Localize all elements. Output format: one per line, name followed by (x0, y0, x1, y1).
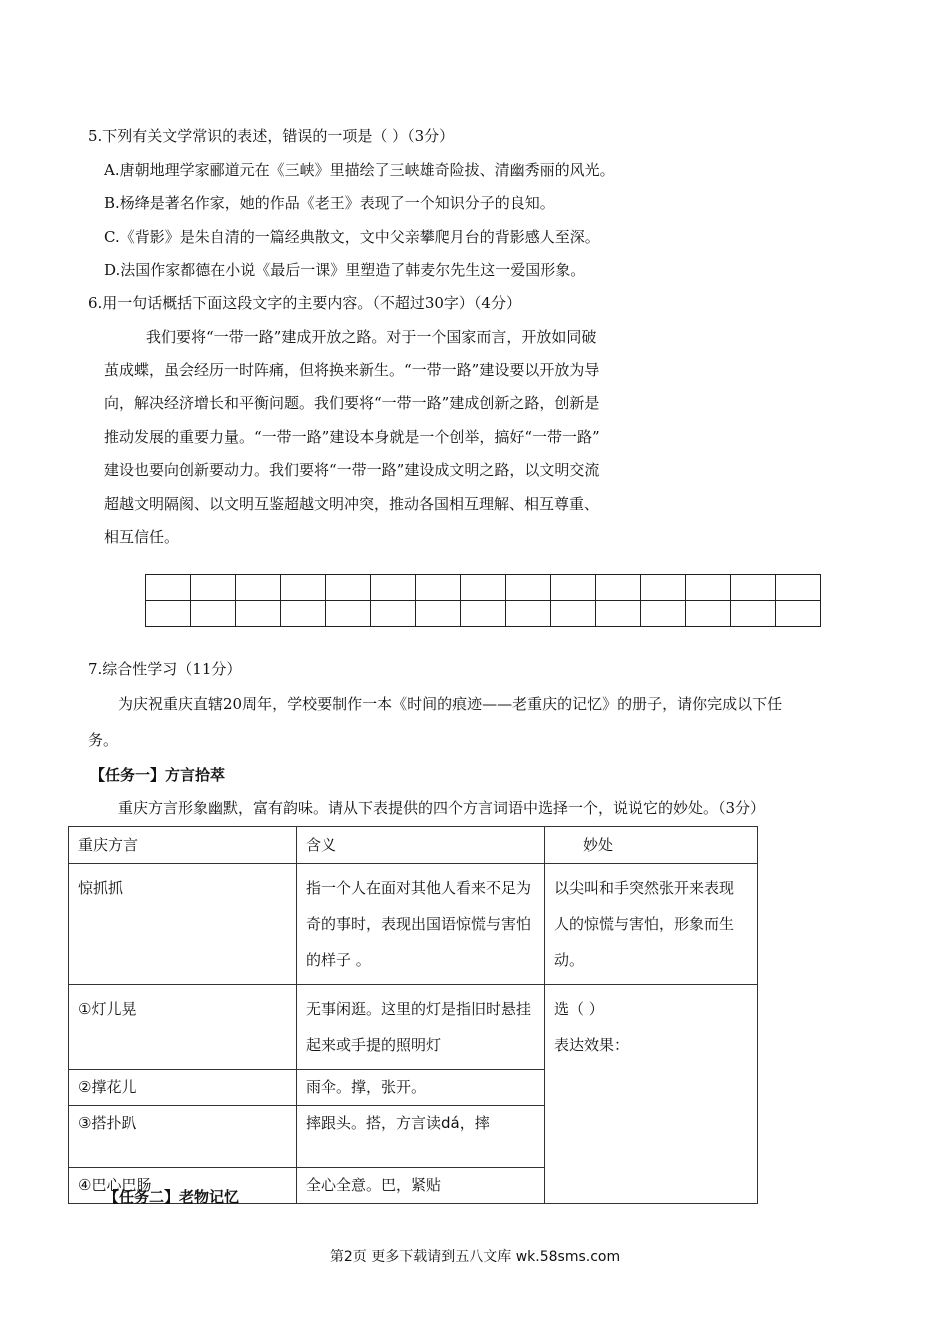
effect-label: 表达效果： (554, 1036, 630, 1054)
dialect-meaning: 摔跟头。搭，方言读dá，摔 (297, 1106, 545, 1168)
q5-stem: 5.下列有关文学常识的表述，错误的一项是（ ）（3分） (88, 127, 455, 145)
q5-option-b: B.杨绛是著名作家，她的作品《老王》表现了一个知识分子的良知。 (104, 194, 555, 212)
task2-title: 【任务二】老物记忆 (104, 1188, 240, 1206)
answer-grid-cell[interactable] (596, 575, 641, 601)
dialect-word: ③搭扑趴 (69, 1106, 297, 1168)
answer-grid-cell[interactable] (371, 575, 416, 601)
task1-title: 【任务一】方言拾萃 (90, 766, 226, 784)
passage-line: 超越文明隔阂、以文明互鉴超越文明冲突，推动各国相互理解、相互尊重、 (104, 495, 600, 513)
q7-intro-line1: 为庆祝重庆直辖20周年，学校要制作一本《时间的痕迹——老重庆的记忆》的册子，请你完成以下任 (118, 695, 783, 713)
dialect-table (68, 826, 758, 1204)
answer-grid-cell[interactable] (416, 601, 461, 627)
table-row (69, 985, 758, 1070)
answer-grid-cell[interactable] (686, 601, 731, 627)
answer-grid-cell[interactable] (731, 601, 776, 627)
q5-option-c: C.《背影》是朱自清的一篇经典散文，文中父亲攀爬月台的背影感人至深。 (104, 228, 600, 246)
answer-grid-cell[interactable] (191, 575, 236, 601)
table-header-row (69, 827, 758, 864)
answer-grid-cell[interactable] (281, 575, 326, 601)
header-effect: 妙处 (545, 827, 758, 864)
dialect-meaning: 全心全意。巴，紧贴 (297, 1168, 545, 1204)
answer-grid-cell[interactable] (416, 575, 461, 601)
choose-label: 选（ ） (554, 1000, 604, 1018)
header-meaning: 含义 (297, 827, 545, 864)
example-meaning: 指一个人在面对其他人看来不足为奇的事时，表现出国语惊慌与害怕的样子 。 (297, 864, 545, 985)
q5-option-d: D.法国作家都德在小说《最后一课》里塑造了韩麦尔先生这一爱国形象。 (104, 261, 586, 279)
q5-option-a: A.唐朝地理学家郦道元在《三峡》里描绘了三峡雄奇险拔、清幽秀丽的风光。 (104, 161, 615, 179)
passage-line: 茧成蝶，虽会经历一时阵痛，但将换来新生。“一带一路”建设要以开放为导 (104, 361, 600, 379)
answer-grid-cell[interactable] (776, 575, 821, 601)
answer-grid (145, 574, 821, 627)
grid-row (146, 601, 821, 627)
passage-line: 建设也要向创新要动力。我们要将“一带一路”建设成文明之路，以文明交流 (104, 461, 600, 479)
answer-grid-cell[interactable] (731, 575, 776, 601)
answer-grid-cell[interactable] (641, 575, 686, 601)
answer-grid-cell[interactable] (371, 601, 416, 627)
example-word: 惊抓抓 (69, 864, 297, 985)
answer-grid-cell[interactable] (776, 601, 821, 627)
header-dialect: 重庆方言 (69, 827, 297, 864)
task1-description: 重庆方言形象幽默，富有韵味。请从下表提供的四个方言词语中选择一个，说说它的妙处。（3分） (118, 799, 766, 817)
answer-grid-cell[interactable] (326, 601, 371, 627)
answer-grid-cell[interactable] (686, 575, 731, 601)
answer-grid-cell[interactable] (641, 601, 686, 627)
q7-intro-line2: 务。 (88, 731, 119, 749)
answer-grid-cell[interactable] (236, 601, 281, 627)
answer-grid-cell[interactable] (281, 601, 326, 627)
answer-grid-cell[interactable] (236, 575, 281, 601)
answer-grid-cell[interactable] (146, 601, 191, 627)
q6-stem: 6.用一句话概括下面这段文字的主要内容。（不超过30字）（4分） (88, 294, 521, 312)
answer-grid-cell[interactable] (461, 575, 506, 601)
passage-line: 向，解决经济增长和平衡问题。我们要将“一带一路”建成创新之路，创新是 (104, 394, 600, 412)
answer-grid-cell[interactable] (191, 601, 236, 627)
q7-stem: 7.综合性学习（11分） (88, 660, 242, 678)
answer-grid-cell[interactable] (506, 575, 551, 601)
dialect-meaning: 雨伞。撑，张开。 (297, 1070, 545, 1106)
answer-grid-cell[interactable] (551, 601, 596, 627)
page-footer: 第2页 更多下载请到五八文库 wk.58sms.com (329, 1249, 621, 1265)
dialect-meaning: 无事闲逛。这里的灯是指旧时悬挂起来或手提的照明灯 (297, 985, 545, 1070)
example-effect: 以尖叫和手突然张开来表现人的惊慌与害怕，形象而生动。 (545, 864, 758, 985)
passage-line: 我们要将“一带一路”建成开放之路。对于一个国家而言，开放如同破 (146, 328, 597, 346)
dialect-word: ④巴心巴肠 (69, 1168, 297, 1204)
dialect-word: ②撑花儿 (69, 1070, 297, 1106)
passage-line: 推动发展的重要力量。“一带一路”建设本身就是一个创举，搞好“一带一路” (104, 428, 600, 446)
answer-grid-cell[interactable] (326, 575, 371, 601)
grid-row (146, 575, 821, 601)
answer-grid-cell[interactable] (551, 575, 596, 601)
table-row (69, 864, 758, 985)
answer-grid-cell[interactable] (146, 575, 191, 601)
answer-grid-cell[interactable] (461, 601, 506, 627)
answer-cell[interactable] (545, 985, 758, 1204)
passage-line: 相互信任。 (104, 528, 180, 546)
dialect-word: ①灯儿晃 (69, 985, 297, 1070)
answer-grid-cell[interactable] (506, 601, 551, 627)
answer-grid-cell[interactable] (596, 601, 641, 627)
